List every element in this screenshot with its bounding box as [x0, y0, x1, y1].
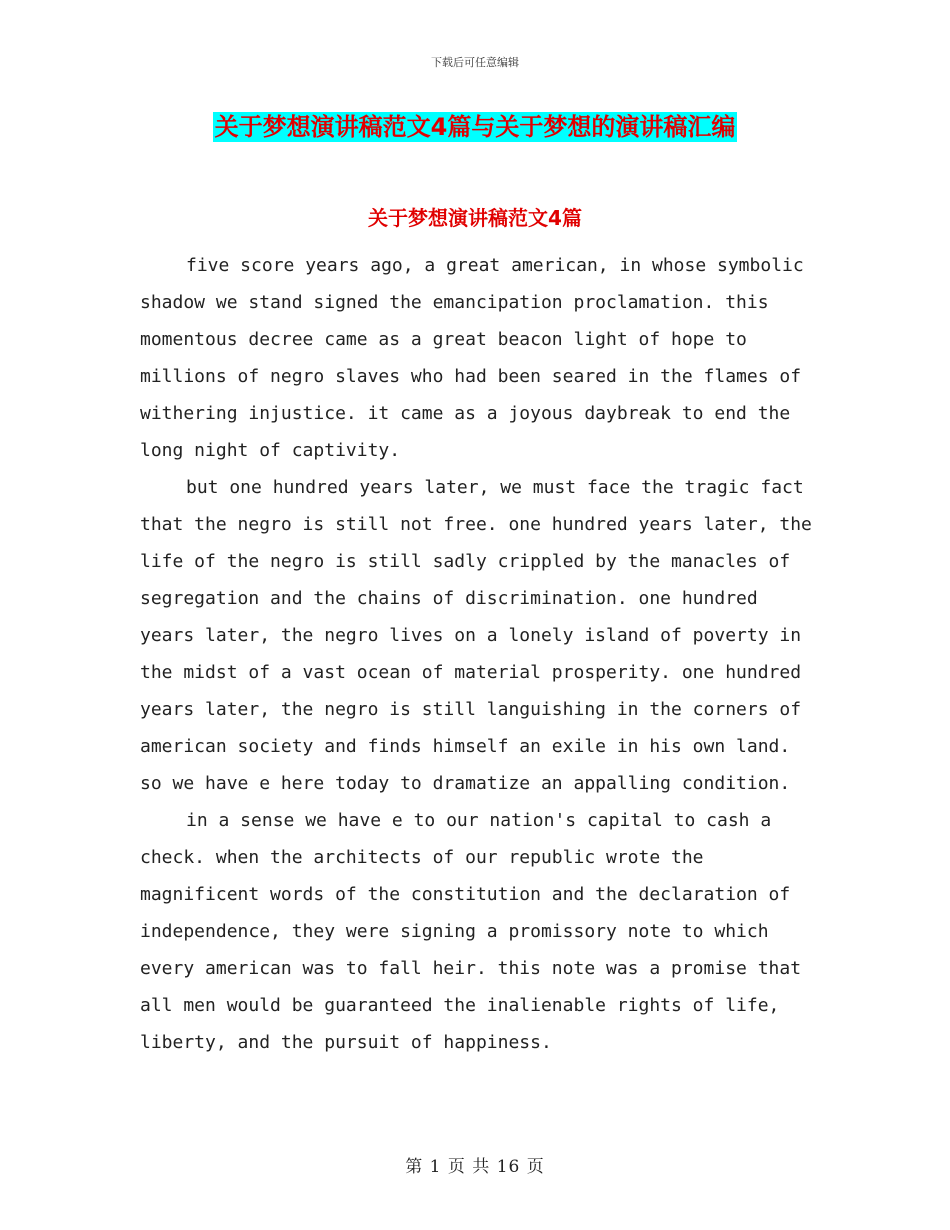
paragraph: but one hundred years later, we must face the tragic fact that the negro is still not free. one hundred years later, the life of the negro is still sadly crippled by the manacles of segregation and the chains of discrimination. one hundred years later, the negro lives on a lonely island of poverty in the midst of a vast ocean of material prosperity. one hundred years later, the negro is still languishing in the corners of american society and finds himself an exile in his own land. so we have e here today to dramatize an appalling condition. — [140, 477, 812, 794]
paragraph: in a sense we have e to our nation's capital to cash a check. when the architects of our republic wrote the magnificent words of the constitution and the declaration of independence, they were signing a promissory note to which every american was to fall heir. this note was a promise that all men would be guaranteed the inalienable rights of life, liberty, and the pursuit of happiness. — [140, 810, 802, 1053]
document-body — [140, 247, 820, 1061]
main-title-container — [0, 112, 950, 142]
header-note: 下载后可任意编辑 — [431, 56, 519, 69]
page-number-footer: 第 1 页 共 16 页 — [405, 1157, 545, 1177]
main-title: 关于梦想演讲稿范文4篇与关于梦想的演讲稿汇编 — [214, 113, 736, 141]
paragraph: five score years ago, a great american, in whose symbolic shadow we stand signed the emancipation proclamation. this momentous decree came as a great beacon light of hope to millions of negro slaves who had been seared in the flames of withering injustice. it came as a joyous daybreak to end the long night of captivity. — [140, 255, 804, 461]
section-subtitle: 关于梦想演讲稿范文4篇 — [368, 206, 582, 230]
